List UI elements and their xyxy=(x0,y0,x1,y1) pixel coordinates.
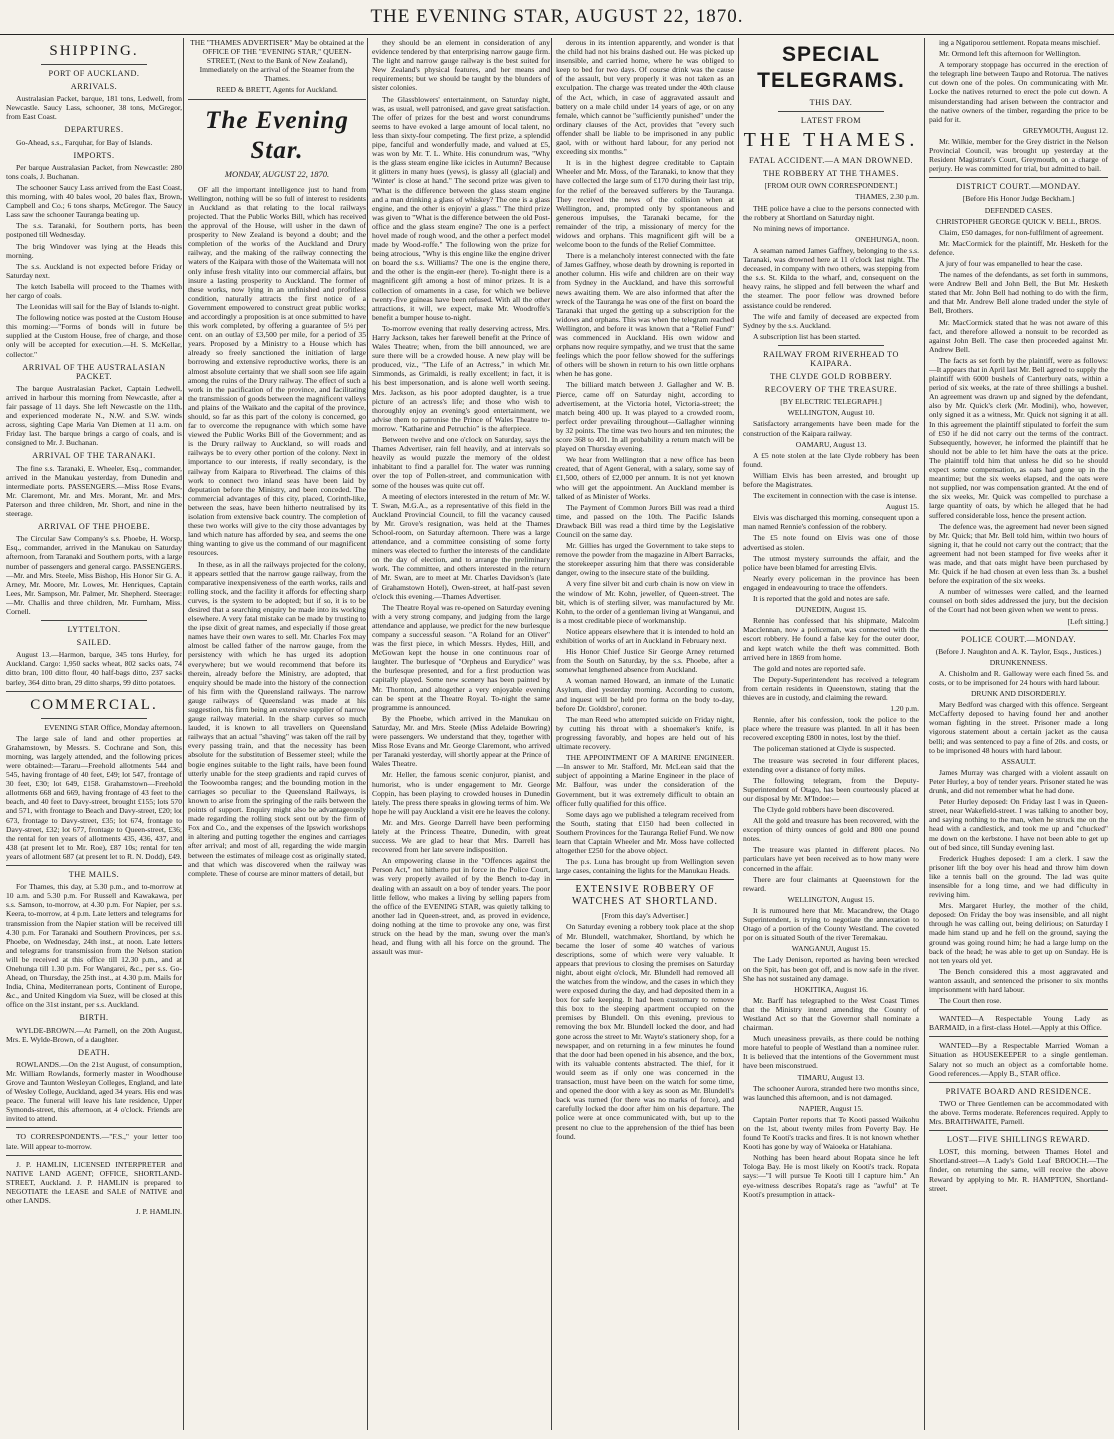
section-heading: POLICE COURT.—MONDAY. xyxy=(960,634,1077,644)
article-paragraph: Notice appears elsewhere that it is intended to hold an exhibition of works of art in Auckland in February next. xyxy=(556,626,734,645)
source-note: [From this day's Advertiser.] xyxy=(601,911,689,921)
article-paragraph: It is reported that the gold and notes are safe. xyxy=(753,594,890,604)
article-paragraph: A temporary stoppage has occurred in the erection of the telegraph line between Taupo and Rotorua. The natives cut down one of the poles. On communicating with Mr. Locke the natives returned to erect the pole cut down. A misunderstanding had arisen between the contractor and the native owners of the timber, regarding the price to be paid for it. xyxy=(929,60,1108,124)
advertisement-signature: REED & BRETT, Agents for Auckland. xyxy=(216,85,338,95)
article-paragraph: A. Chisholm and R. Galloway were each fined 5s. and costs, or to be imprisoned for 24 hours with hard labour. xyxy=(929,668,1108,687)
dateline: THAMES, 2.30 p.m. xyxy=(855,192,919,202)
section-subheading: RAILWAY FROM RIVERHEAD TO KAIPARA. xyxy=(763,349,899,368)
article-paragraph: The barque Australasian Packet, Captain Ledwell, arrived in harbour this morning from Newcastle, after a fair passage of 11 days. She left Newcastle on the 11th, and experienced moderate N., N.W. and S.W. winds across, sighting Cape Maria Van Diemen at 11 a.m. on Friday last. The barque brings a cargo of coals, and is consigned to Mr. J. Buchanan. xyxy=(6,383,182,448)
section-subheading: THE CLYDE GOLD ROBBERY. xyxy=(770,372,892,382)
article-paragraph: By the Phoebe, which arrived in the Manukau on Saturday, Mr. and Mrs. Steele (Miss Adelaide Bowring) were passengers. We understand that they, together with Miss Rose Evans and Mr. George Claremont, who arrived per Taranaki yesterday, will shortly appear at the Prince of Wales Theatre. xyxy=(372,713,550,769)
article-paragraph: Mary Bedford was charged with this offence. Sergeant McCafferty deposed to having found her and another woman fighting in the street. Prisoner made a long vigorous statement about a certain jacket as the causa belli; and was sentenced to pay a fine of 20s. and costs, or to be imprisoned 48 hours with hard labour. xyxy=(929,700,1108,755)
section-subheading: DEPARTURES. xyxy=(64,125,124,135)
article-paragraph: The £5 note found on Elvis was one of those advertised as stolen. xyxy=(743,533,919,552)
article-paragraph: A number of witnesses were called, and the learned counsel on both sides addressed the jury, but the decision of the Court had not been given when we went to press. xyxy=(929,587,1108,615)
divider xyxy=(929,177,1108,178)
article-paragraph: We hear from Wellington that a new office has been created, that of Agent General, with a salary, some say of £1,500, others of £2,000 per annum. It is not yet known who will get the appointment. An Auckland member is talked of as Minister of Works. xyxy=(556,455,734,501)
article-paragraph: Rennie, after his confession, took the police to the place where the treasure was planted. In all it has been recovered excepting £800 in notes, lost by the thief. xyxy=(743,715,919,743)
divider xyxy=(41,620,147,621)
article-paragraph: Claim, £50 damages, for non-fulfilment of agreement. xyxy=(939,227,1104,237)
article-paragraph: The Leonidas will sail for the Bay of Islands to-night. xyxy=(16,302,180,312)
article-paragraph: Satisfactory arrangements have been made for the construction of the Kaipara railway. xyxy=(743,419,919,438)
court-note: [Left sitting.] xyxy=(1067,616,1108,626)
advertisement-heading: PRIVATE BOARD AND RESIDENCE. xyxy=(945,1086,1092,1096)
article-paragraph: All the gold and treasure has been recovered, with the exception of thirty ounces of gold and 800 one pound notes. xyxy=(743,816,919,844)
article-paragraph: Mr. Heller, the famous scenic conjuror, pianist, and humorist, who is under engagement to Mr. George Coppin, has been playing to crowded houses in Dunedin lately. The press there speaks in glowing terms of him. We hope he will pay Auckland a visit ere he leaves the colony. xyxy=(372,770,550,816)
section-subheading: FATAL ACCIDENT.—A MAN DROWNED. xyxy=(748,156,914,166)
article-paragraph: The brig Windover was lying at the Heads this morning. xyxy=(6,241,182,260)
article-paragraph: A jury of four was empanelled to hear the case. xyxy=(939,258,1083,268)
article-paragraph: Mr. MacCormick stated that he was not aware of this fact, and therefore allowed a nonsuit to be recorded as against John Bell. The case then proceeded against Mr. Andrew Bell. xyxy=(929,317,1108,354)
section-subheading: PORT OF AUCKLAND. xyxy=(48,69,140,78)
article-paragraph: The following telegram, from the Deputy-Superintendent of Otago, has been courteously placed at our disposal by Mr. M'Indoe:— xyxy=(743,775,919,803)
source-note: [BY ELECTRIC TELEGRAPH.] xyxy=(780,397,882,407)
section-subheading: IMPORTS. xyxy=(73,150,115,160)
section-subheading: LATEST FROM xyxy=(800,116,862,126)
advertisement: LOST, this morning, between Thames Hotel and Shortland-street—A Lady's Gold Leaf BROOCH.—The finder, on returning the same, will receive the above Reward by applying to Mr. R. HAMPTON, Shortland-street. xyxy=(929,1147,1108,1193)
newspaper-title: The Evening Star. xyxy=(205,106,349,164)
case-title: CHRISTOPHER GEORGE QUICK V. BELL, BROS. xyxy=(936,216,1101,226)
article-paragraph: Nearly every policeman in the province has been engaged in endeavouring to trace the offenders. xyxy=(743,573,919,592)
section-heading: COMMERCIAL. xyxy=(30,696,158,713)
article-paragraph: Go-Ahead, s.s., Farquhar, for Bay of Islands. xyxy=(16,137,153,147)
article-paragraph: A meeting of electors interested in the return of Mr. W. T. Swan, M.G.A., as a representative of this field in the Auckland Provincial Council, to fill the vacancy caused by Mr. Grove's resignation, was held at the Thames School-room, on Saturday afternoon. There was a large attendance, and a committee consisting of some forty miners was elected to further the interests of the candidate on the day of election, and to arrange the preliminary work. The committee, and others interested in the return of Mr. Swan, are to meet at Mr. Charles Davidson's (late of Grahamstown Hotel), Owen-street, at half-past seven o'clock this evening.—Thames Advertiser. xyxy=(372,491,550,601)
section-subheading: ARRIVAL OF THE AUSTRALASIAN PACKET. xyxy=(22,362,166,381)
article-paragraph: The Deputy-Superintendent has received a telegram from certain residents in Queenstown, stating that the thieves are in custody, and claiming the reward. xyxy=(743,674,919,702)
court-note: [Before His Honor Judge Beckham.] xyxy=(962,194,1075,204)
column-rule xyxy=(183,38,184,1430)
dateline: DUNEDIN, August 15. xyxy=(795,605,867,615)
divider xyxy=(188,99,366,100)
dateline: WELLINGTON, August 10. xyxy=(787,408,875,418)
divider xyxy=(6,1155,182,1156)
article-paragraph: they should be an element in consideration of any evidence tendered by that enterprising narrow gauge firm. The light and narrow gauge railway is the best suited for New Zealand's physical features, and her means and requirements; but we should be taught by the blunders of sister colonies. xyxy=(372,38,550,93)
article-paragraph: James Murray was charged with a violent assault on Peter Hurley, a boy of tender years. Prisoner stated he was drunk, and did not remember what he had done. xyxy=(929,767,1108,796)
article-paragraph: The facts as set forth by the plaintiff, were as follows:—It appears that in April last Mr. Bell agreed to supply the plaintiff with 6000 bushels of Canterbury oats, within a period of six weeks, at the rate of three shillings a bushel. An agreement was drawn up and signed by the defendant, also by Mr. Quick's clerk (Mr. Modini), who, however, only signed it as a witness, Mr. Quick not signing it at all. In this agreement the plaintiff stipulated to forfeit the sum of £50 if he did not carry out the terms of the contract. Subsequently, however, he informed the plaintiff that he should not be able to let him have the oats at the price. The plaintiff told him that unless he did so he should expect some compensation, as oats had gone up in the meantime; but the six weeks elapsed, and the oats were not supplied, nor was compensation granted. At the end of the six weeks, Mr. Quick was compelled to purchase a large quantity of oats, by which he alleged that he had suffered considerable loss, hence the present action. xyxy=(929,355,1108,520)
article-paragraph: The Lady Denison, reported as having been wrecked on the Spit, has been got off, and is now safe in the river. She has not sustained any damage. xyxy=(743,955,919,983)
column-editorial xyxy=(188,38,366,1430)
article-paragraph: The fine s.s. Taranaki, E. Wheeler, Esq., commander, arrived in the Manukau yesterday, from Dunedin and intermediate ports. PASSENGERS.—Miss Rose Evans, Mr. Claremont, Mr. and Mrs. Morant, Mr. and Mrs. Paterson and three children, Mr. Short, and nine in the steerage. xyxy=(6,463,182,519)
article-paragraph: Mr. Gillies has urged the Government to take steps to remove the powder from the magazine in Albert Barracks, the storekeeper assuring him that there was considerable danger, owing to the insecure state of the building. xyxy=(556,541,734,578)
article-paragraph: OF all the important intelligence just to hand from Wellington, nothing will be so full of interest to residents in Auckland as that relating to the local railways projected. That the Public Works Bill, which has received the approval of the House, will usher in the dawn of prosperity to New Zealand is beyond a doubt; and the completion of the works of the Auckland and Drury railway, and the making of the railway connecting the waters of the Kaipara with those of the Waitemata will not only infuse fresh vitality into our commercial affairs, but insure a lasting prosperity to Auckland. The former of these works, now lying in an unfinished and profitless condition, naturally attracts the first notice of a Government empowered to construct great public works; and accordingly a proposition is at once submitted to have this work completed, by offering a guarantee of 5½ per cent. on an outlay of £3,500 per mile, for a period of 35 years. Proposed by a Ministry to a House which has already so freely sanctioned the initiation of large borrowing and extensive reproductive works, there is an almost absolute certainty that we shall soon see life again among the ruins of the Drury railway. The effect of such a work in the pacification of the province, and facilitating the transmission of goods between the magnificent valleys and plains of the Waikato and the capital of the province, should, so far as this part of the colony is concerned, go far to overcome the repugnance with which some have viewed the Public Works Bill of the Government; and as is the Drury railway to Auckland, so will roads and railways be to every other portion of the colony. Next in importance to our interests, if really secondary, is the railway from Kaipara to Riverhead. The claims of this work to connect two inland seas have been laid by deputation before the Ministry, and been conceded. The commercial advantages of this city, placed, Corinth-like, between the seas, have been hitherto neutralised by its isolation from extensive back country. The completion of these two works will give to the city those advantages by land which nature has afforded by sea, and seems the one thing wanting to give us the command of our magnificent resources. xyxy=(188,184,366,558)
article-paragraph: The Theatre Royal was re-opened on Saturday evening with a very strong company, and judging from the large attendance and applause, we predict for the new burlesque company a successful season. "A Roland for an Oliver" was the first piece, in which Messrs. Hydes, Hill, and McGowan kept the house in one continuous roar of laughter. The burlesque of "Orpheus and Eurydice" was the burlesque presented, and for a first production was capitally played. Some new scenery has been painted by Mr. Thornton, and altogether a very enjoyable evening can be spent at the Theatre Royal. To-night the same programme is announced. xyxy=(372,602,550,712)
article-paragraph: It is in the highest degree creditable to Captain Wheeler and Mr. Moss, of the Taranaki, to know that they have collected the large sum of £170 during their last trip, for the relief of the bereaved sufferers by the Tauranga. They received the news of the collision when at Wellington, and, prompted only by spontaneous and generous impulses, the Taranaki became, for the remainder of the trip, a missionary of mercy for the widows and orphans. This magnificent gift will be a welcome boon to the funds of the Relief Committee. xyxy=(556,158,734,250)
advertisement: WANTED—By a Respectable Married Woman a Situation as HOUSEKEEPER to a single gentleman. Salary not so much an object as a comfortable home. Good references.—Apply B., STAR office. xyxy=(929,1041,1108,1078)
article-paragraph: THE police have a clue to the persons connected with the robbery at Shortland on Saturday night. xyxy=(743,203,919,222)
divider xyxy=(6,865,182,866)
article-paragraph: Nothing has been heard about Ropata since he left Tologa Bay. He is most likely on Kooti's track. Ropata says:—"I will pursue Te Kooti till I capture him." An eye-witness describes Ropata's rage as "awful" at Te Kooti's presumption in attack- xyxy=(743,1153,919,1199)
source-note: [FROM OUR OWN CORRESPONDENT.] xyxy=(764,181,898,191)
section-subheading: SAILED. xyxy=(76,638,112,648)
article-paragraph: On Saturday evening a robbery took place at the shop of Mr. Blundell, watchmaker, Shortland, by which he became the loser of some 40 watches of various descriptions, some of which were very valuable. It appears that previous to closing the premises on Saturday night, about eight o'clock, Mr. Blundell had removed all the watches from the window, and the cases in which they were exposed during the day, and had deposited them in a box for safe keeping. It had been customary to remove this box to the sleeping apartment occupied on the premises by Blundell. On this evening, previous to removing the box Mr. Blundell locked the door, and had gone across the street to Mr. Wayte's stationery shop, for a newspaper, and on returning in a few minutes he found that the door had been opened in his absence, and the box, with its valuable contents abstracted. The thief, for it would seem as if only one was concerned in the transaction, must have been on the watch for some time, and opened the door with a key as soon as Mr. Blundell's back was turned (for there was no marks of force), and carefully locked the door after him on his departure. The police were at once communicated with, but up to the present no clue to the apprehension of the thief has been found. xyxy=(556,922,734,1141)
divider xyxy=(6,691,182,692)
divider xyxy=(41,718,147,719)
article-paragraph: There is a melancholy interest connected with the fate of James Gaffney, whose death by drowning is reported in another column. His wife and children are on their way from Sydney in the Auckland, and have this sorrowful news awaiting them. We are also informed that after the wreck of the Tauranga he was one of the first on board the Taranaki that urged the getting up a subscription for the widows and orphans. This was when the telegram reached Wellington, and before it was known that a "Relief Fund" was commenced in Auckland. His own widow and orphans now require sympathy, and we trust that the same feelings which the poor fellow showed for the sufferings of others will be shown in return to his own little orphans when he has gone. xyxy=(556,251,734,379)
article-paragraph: The Payment of Common Jurors Bill was read a third time, and passed on the 10th. The Pacific Islands Drawback Bill was read a third time by the Legislative Council on the same day. xyxy=(556,502,734,539)
article-paragraph: Much uneasiness prevails, as there could be nothing more hateful to people of Westland than a nominee ruler. It is believed that the intentions of the Government must have been misconstrued. xyxy=(743,1034,919,1071)
divider xyxy=(929,1009,1108,1010)
divider xyxy=(778,111,884,112)
column-local-news xyxy=(372,38,550,1430)
section-subheading: THIS DAY. xyxy=(809,98,853,107)
dateline: NAPIER, August 15. xyxy=(798,1103,864,1113)
section-heading: DISTRICT COURT.—MONDAY. xyxy=(956,182,1081,192)
article-paragraph: Frederick Hughes deposed: I am a clerk. I saw the prisoner lift the boy over his head and throw him down like a tennis ball on the ground. The lad was quite insensible for a long time, and we had difficulty in reviving him. xyxy=(929,853,1108,900)
article-paragraph: Mr. Barff has telegraphed to the West Coast Times that the Ministry intend amending the County of Westland Act so that the Governor shall nominate a chairman. xyxy=(743,995,919,1033)
column-rule xyxy=(367,38,368,1430)
article-paragraph: ROWLANDS.—On the 21st August, of consumption, Mr. William Rowlands, formerly master in Woodhouse Grove and Taunton Wesleyan Colleges, England, and late of Wesley College, Auckland, aged 34 years. His end was peace. The funeral will leave his late residence, Upper Symonds-street, this afternoon, at 4 o'clock. Friends are invited to attend. xyxy=(6,1059,182,1124)
divider xyxy=(41,64,147,65)
dateline: 1.20 p.m. xyxy=(890,704,919,714)
article-paragraph: A seaman named James Gaffney, belonging to the s.s. Taranaki, was drowned here at 11 o'clock last night. The deceased, in company with two others, was stepping from the s.s. St. Kilda to the wharf, and, consequent on the heavy rains, he slipped and fell between the wharf and the steamer. The poor fellow was drowned before assistance could be rendered. xyxy=(743,245,919,310)
column-telegrams xyxy=(743,38,919,1430)
court-note: (Before J. Naughton and A. K. Taylor, Esqs., Justices.) xyxy=(935,646,1102,656)
article-paragraph: Per barque Australasian Packet, from Newcastle: 280 tons coals, J. Buchanan. xyxy=(6,162,182,181)
column-rule xyxy=(551,38,552,1430)
article-paragraph: August 13.—Harmon, barque, 345 tons Hurley, for Auckland. Cargo: 1,950 sacks wheat, 802 sacks oats, 74 ditto bran, 100 ditto flour, 40 half-bags ditto, 237 sacks barley, 364 ditto bran, 29 ditto sharps, 99 ditto potatoes. xyxy=(6,650,182,687)
article-paragraph: The gold and notes are reported safe. xyxy=(753,663,866,673)
article-paragraph: The billiard match between J. Gallagher and W. B. Pierce, came off on Saturday night, according to advertisement, at the Victoria hotel, Victoria-street; the match being 400 up. It was played to a crowded room, perfect order prevailing throughout—Gallagher winning by 32 points. The time was two hours and ten minutes; the score 368 to 401. In all probability a return match will be played on Thursday evening. xyxy=(556,380,734,454)
article-paragraph: The Glassblowers' entertainment, on Saturday night, was, as usual, well patronised, and gave great satisfaction. The offer of prizes for the best and worst conundrums seems to have evoked a large amount of local talent, no less than sixty-four competing. The first prize, a splendid pipe, fanciful and wonderfully made, and valued at £5, was won by Mr. T. L. White. His conundrum was, "Why is the glass steam engine like icicles in Autumn? Because it glitters in many hues (yews), is glassy all (glacial) and 'Winter' is close at hand." The second prize was given to "What is the difference between the glass steam engine and a man drinking a glass of whiskey? The one is a glass engine, and the other is enjoyin' a glass." The third prize was given to "What is the difference between the old Post-office and the glass steam engine? The one is a perfect hovel made of rough wood, and the other a perfect model made by Wood-roffe." The following won the prize for being atrocious, "Why is this engine like the engine driver on board the s.s. Williams? The one is the engine there, and the other is the engin-eer (here). To-night there is a magnificent gift among a host of minor prizes. It is a collection of ornaments in a case, for which we believe twenty-five guineas have been refused. With all the other attractions, it will, we expect, make Mr. Woodroffe's benefit a bumper house to-night. xyxy=(372,94,550,322)
article-paragraph: The Court then rose. xyxy=(939,996,1002,1006)
article-paragraph: Rennie has confessed that his shipmate, Malcolm Macclennan, now a policeman, was connected with the escort robbery. He found a false key for the outer door, and kept watch while the theft was committed. Both arrived here in 1869 from home. xyxy=(743,616,919,662)
article-paragraph: It is rumoured here that Mr. Macandrew, the Otago Superintendent, is trying to negotiate the annexation to Otago of a portion of the County Westland. The coveted por on is situated South of the river Teremakau. xyxy=(743,905,919,943)
article-paragraph: The Circular Saw Company's s.s. Phoebe, H. Worsp, Esq., commander, arrived in the Manukau on Saturday afternoon, from Taranaki and Southern ports, with a large number of passengers and general cargo. PASSENGERS.—Mr. and Mrs. Steele, Miss Bishop, His Honor Sir G. A. Arney, Mr. Moore, Mr. Lowes, Mr. Henriques, Captain Lees, Mr. Sampson, Mr. Palmer, Mr. Shepherd. Steerage:—Mr. Challis and three children, Mr. Furnham, Miss. Cornell. xyxy=(6,534,182,616)
dateline: August 15. xyxy=(885,502,919,512)
divider xyxy=(778,345,884,346)
dateline: GREYMOUTH, August 12. xyxy=(1022,125,1108,135)
article-paragraph: A subscription list has been started. xyxy=(753,331,861,341)
article-paragraph: The treasure was secreted in four different places, extending over a distance of forty miles. xyxy=(743,755,919,774)
column-local-news-2 xyxy=(556,38,734,1430)
section-subheading: ARRIVAL OF THE TARANAKI. xyxy=(32,451,156,461)
article-paragraph: The s.s. Taranaki, for Southern ports, has been postponed till Wednesday. xyxy=(6,221,182,240)
section-subheading: BIRTH. xyxy=(79,1013,109,1023)
article-paragraph: The utmost mystery surrounds the affair, and the police have been blamed for arresting Elvis. xyxy=(743,553,919,572)
article-paragraph: The policeman stationed at Clyde is suspected. xyxy=(753,744,896,754)
article-paragraph: WYLDE-BROWN.—At Parnell, on the 20th August, Mrs. E. Wylde-Brown, of a daughter. xyxy=(6,1025,182,1044)
article-paragraph: The Clyde gold robbers have been discovered. xyxy=(753,805,895,814)
section-subheading: LYTTELTON. xyxy=(67,625,121,635)
section-subheading: THE ROBBERY AT THE THAMES. xyxy=(763,169,899,179)
dateline: HOKITIKA, August 16. xyxy=(794,984,868,994)
section-subheading: ARRIVALS. xyxy=(70,82,118,92)
advertisement: TWO or Three Gentlemen can be accommodated with the above. Terms moderate. References required. Apply to Mrs. BRAITHWAITE, Parnell. xyxy=(929,1098,1108,1127)
article-paragraph: In these, as in all the railways projected for the colony, it appears settled that the narrow gauge railway, from the comparative inexpensiveness of the earth works, rails and rolling stock, and the facility it affords for effecting sharp curves, is the system to be adopted; but if so, it is to be desired that a searching enquiry be made into its working elsewhere. A very fatal mistake can be made by trusting to the ipse dixit of great names, and especially if those great names have their own wares to sell. Mr. Charles Fox may almost be called father of the narrow gauge, from the persistency with which he has urged its adoption everywhere; but we would recommend that before its therein, already before the Ministry, are adopted, that enquiry should be made into the history of the connection of his firm with the Queensland railways. The narrow gauge railways of Queensland was made at his suggestion, his firm being an extensive supplier of narrow gauge railway material. In the sharp curves so much lauded, it is known to all travellers on Queensland railways that an actual "shaving" was taken off the rail by every passing train, and that the necessity has been absolute for the substitution of Bessemer steel; while the bogie engines suitable to the light rails, have been found utterly unable for the steep gradients and rapid curves of the Toowoomba ranges; and the bounding motion in the carriages so peculiar to the Queensland Railways, is known to arise from the springing of the rails between the points of support. Enquiry might also be advantageously made regarding the rolling stock sent out by the firm of Fox and Co., and the expenses of the Ipswich workshops in altering and putting together the engines and carriages after arrival; and most of all, regarding the wide margin between the estimates of mileage cost as originally stated, and that which was discovered when the railway was complete. These of course are minor matters of detail, but xyxy=(188,559,366,878)
article-paragraph: THE APPOINTMENT OF A MARINE ENGINEER.—In answer to Mr. Stafford, Mr. McLean said that the subject of appointing a Marine Engineer in the place of Mr. Balfour, was under the consideration of the Government, but it was extremely difficult to obtain an officer fully qualified for this office. xyxy=(556,753,734,808)
article-paragraph: Mr. and Mrs. George Darrell have been performing lately at the Princess Theatre, Dunedin, with great success. We are glad to hear that Mrs. Darrell has recovered from her late severe indisposition. xyxy=(372,817,550,855)
article-paragraph: The treasure was planted in different places. No particulars have yet been received as to how many were concerned in the affair. xyxy=(743,845,919,873)
article-paragraph: For Thames, this day, at 5.30 p.m., and to-morrow at 10 a.m. and 5.30 p.m. For Russell and Kawakawa, per s.s. Samson, to-morrow, at 4.30 p.m. For Napier, per s.s. Keera, to-morrow, at 4 p.m. Late letters and telegrams for transmission from the Napier station will be received till 4.30 p.m. For Taranaki and Southern Provinces, per s.s. Phoebe, on Wednesday, 24th inst., at noon. Late letters and telegrams for transmission from the Nelson station will be received at this office till 12.30 p.m., and at Onehunga till 1.30 p.m. For Wangarei, &c., per s.s. Go-Ahead, on Thursday, the 25th inst., at 4.30 p.m. Mails for India, China, Mediterranean ports, Continent of Europe, &c., and United Kingdom via Suez, will be closed at this office on the 31st instant, per s.s. Auckland. xyxy=(6,882,182,1010)
article-paragraph: The wife and family of deceased are expected from Sydney by the s.s. Auckland. xyxy=(743,311,919,330)
article-paragraph: The ketch Isabella will proceed to the Thames with her cargo of coals. xyxy=(6,281,182,300)
dateline: WELLINGTON, August 15. xyxy=(787,894,875,904)
advertisement: WANTED—A Respectable Young Lady as BARMAID, in a first-class Hotel.—Apply at this Office. xyxy=(929,1014,1108,1033)
article-paragraph: The defence was, the agreement had never been signed by Mr. Quick; that Mr. Bell told him, within two hours of signing it, that he could not carry out the contract; that the agreement had not been stamped for five weeks after it was made, and that oats might have been purchased by Mr. Quick if he had chosen at even less than 3s. a bushel before the expiration of the six weeks. xyxy=(929,521,1108,586)
article-paragraph: Peter Hurley deposed: On Friday last I was in Queen-street, near Wakefield-street. I was talking to another boy, and saying nothing to the man, when he struck me on the head with a candlestick, and took me up and "chucked" me down on the kerbstone. I have not been able to get up out of bed since, till Sunday evening last. xyxy=(929,797,1108,852)
special-telegrams-heading: SPECIAL TELEGRAMS. xyxy=(757,43,905,92)
section-heading: EXTENSIVE ROBBERY OF WATCHES AT SHORTLAND. xyxy=(571,884,719,908)
article-paragraph: The names of the defendants, as set forth in summons, were Andrew Bell and John Bell, the But Mr. Hesketh stated that Mr. John Bell had nothing to do with the firm, and that Mr. Andrew Bell alone traded under the style of Bell, Brothers. xyxy=(929,270,1108,316)
dateline: WANGANUI, August 15. xyxy=(791,944,871,954)
article-paragraph: No mining news of importance. xyxy=(753,223,850,233)
section-subheading: DRUNKENNESS. xyxy=(989,657,1048,667)
article-paragraph: Mrs. Margaret Hurley, the mother of the child, deposed: On Friday the boy was insensible, and all night through he was calling out, being delirious; on Saturday I made him stand up and he fell on the ground, saying the ground was going round him; he had a large lump on the back of the head; he was able to get up on Sunday. He is not ten years old yet. xyxy=(929,901,1108,965)
divider xyxy=(929,1130,1108,1131)
dateline: ONEHUNGA, noon. xyxy=(855,234,919,244)
article-paragraph: Australasian Packet, barque, 181 tons, Ledwell, from Newcastle. Saucy Lass, schooner, 38 tons, McGregor, from East Coast. xyxy=(6,94,182,122)
article-paragraph: The excitement in connection with the case is intense. xyxy=(753,491,917,501)
article-paragraph: To-morrow evening that really deserving actress, Mrs. Harry Jackson, takes her farewell benefit at the Prince of Wales Theatre; when, from the bill announced, we are sure there will be a crowded house. A new play will be produced, viz., "The Life of an Actress," in which Mr. Simmonds, as Grimaldi, is really excellent; in fact, it is his best impersonation, and is alone well worth seeing. Mrs. Jackson, as his poor adopted daughter, is a true picture of an actress's life; and those who wish to thoroughly enjoy an evening's good entertainment, we advise them to patronise the Prince of Wales Theatre to-morrow. "Katharine and Petruchio" is the afterpiece. xyxy=(372,323,550,433)
dateline: OAMARU, August 13. xyxy=(795,439,867,449)
article-paragraph: A £5 note stolen at the late Clyde robbery has been found. xyxy=(743,450,919,469)
article-paragraph: The Bench considered this a most aggravated and wanton assault, and sentenced the prisoner to six months imprisonment with hard labour. xyxy=(929,966,1108,994)
article-paragraph: Captain Porter reports that Te Kooti passed Waikohu on the 1st, about twenty miles from Poverty Bay. He found Te Kooti's tracks and fires. It is not known whether Kooti has gone by way of Waioeka or Hatahiana. xyxy=(743,1114,919,1152)
article-paragraph: derous in its intention apparently, and wonder is that the child had not his brains dashed out. He was picked up insensible, and carried home, where he was obliged to keep to bed for two days. Of course drink was the cause of the assault, but very properly it was not taken as an exculpation. The charge was treated under the 40th clause of the Act, which, in case of aggravated assault and battery on a male child under 14 years of age, or on any female, which cannot be "sufficiently punished" under the ordinary clauses of the Act, provides that "every such offender shall be liable to be imprisoned in any public gaol, with or without hard labour, for any period not exceeding six months." xyxy=(556,38,734,157)
section-subheading: RECOVERY OF THE TREASURE. xyxy=(764,385,898,395)
column-shipping xyxy=(6,38,182,1430)
article-paragraph: A very fine silver bit and curb chain is now on view in the window of Mr. Kohn, jeweller, of Queen-street. The bit, which is of sterling silver, was manufactured by Mr. Kohn, to the order of a gentleman living at Wanganui, and is a most creditable piece of workmanship. xyxy=(556,579,734,625)
dateline: EVENING STAR Office, Monday afternoon. xyxy=(44,722,182,732)
article-paragraph: Elvis was discharged this morning, consequent upon a man named Rennie's confession of the robbery. xyxy=(743,513,919,532)
section-subheading: ASSAULT. xyxy=(1001,756,1036,766)
article-paragraph: The following notice was posted at the Custom House this morning:—"Forms of bonds will in future be supplied at the Custom House, free of charge, and those only will be accepted for execution.—H. S. McKellar, collector." xyxy=(6,313,182,359)
dateline: TIMARU, August 13. xyxy=(797,1072,865,1082)
advertisement-signature: J. P. HAMLIN. xyxy=(135,1207,182,1217)
article-paragraph: ing a Ngatiporou settlement. Ropata means mischief. xyxy=(939,38,1101,47)
article-paragraph: A woman named Howard, an inmate of the Lunatic Asylum, died yesterday morning. According to custom, and inquest will be held pro forma on the body to-day, before Dr. Goldsbro', coroner. xyxy=(556,676,734,713)
column-court-and-ads xyxy=(929,38,1108,1430)
article-paragraph: An empowering clause in the "Offences against the Person Act," not hitherto put in force in the Police Court, was very properly availed of by the Bench to-day in dealing with an assault on a boy of tender years. The poor little fellow, who makes a living by selling papers from the office of the EVENING STAR, was quietly talking to another lad in Queen-street, and, as proved in evidence, doing nothing at the time to provoke any one, was first struck on the head by the man, swung over the man's head, and flung with all his force on the ground. The assault was mur- xyxy=(372,856,550,957)
advertisement: J. P. HAMLIN, LICENSED INTERPRETER and NATIVE LAND AGENT; OFFICE, SHORTLAND-STREET, Auckland. J. P. HAMLIN is prepared to NEGOTIATE the LEASE and SALE of NATIVE and other LANDS. xyxy=(6,1159,182,1206)
article-paragraph: The p.s. Luna has brought up from Wellington seven large cases, containing the lights for the Manukau Heads. xyxy=(556,857,734,876)
article-paragraph: The man Reed who attempted suicide on Friday night, by cutting his throat with a shoemaker's knife, is progressing favorably, and hopes are held out of his ultimate recovery. xyxy=(556,714,734,752)
article-paragraph: Mr. MacCormick for the plaintiff, Mr. Hesketh for the defence. xyxy=(929,238,1108,257)
article-paragraph: The large sale of land and other properties at Grahamstown, by Messrs. S. Cochrane and Son, this morning, was largely attended, and the following prices were obtained:—Tararu—Freehold allotments 544 and 545, having frontage of 40 feet, £49; lot 547, frontage of 30 feet, £30; lot 649, £158. Grahamstown—Freehold allotments 668 and 669, having frontage of 43 feet to the beach, and 40 feet to Davy-street, brought £155; lots 570 and 571, with frontage to Beach and Davy-street, £20; lot 673, frontage to Davy-street, £35; lot 674, frontage to Davy-street, £32; lot 677, frontage to Queen-street, £36; the rental for ten years of allotments 435, 436, 437, and 438 (at present let to Mr. Roe), £87 10s; rental for ten years of allotment 687 (at present let to R. N. Dodd), £49. xyxy=(6,733,182,861)
article-paragraph: There are four claimants at Queenstown for the reward. xyxy=(743,874,919,893)
divider xyxy=(6,1127,182,1128)
advertisement: THE "THAMES ADVERTISER" May be obtained at the OFFICE OF THE "EVENING STAR," QUEEN-STREET, (Next to the Bank of New Zealand), Immediately on the arrival of the Steamer from the Thames. xyxy=(190,38,364,84)
column-rule xyxy=(924,38,925,1430)
article-paragraph: The schooner Saucy Lass arrived from the East Coast, this morning, with 40 bales wool, 20 bales flax, Brown, Campbell and Co.; 6 tons sharps, McGregor. The Saucy Lass saw the schooner Tauranga beating up. xyxy=(6,182,182,220)
article-paragraph: TO CORRESPONDENTS.—"F.S.," your letter too late. Will appear to-morrow. xyxy=(6,1132,182,1151)
column-rule xyxy=(738,38,739,1430)
article-paragraph: Between twelve and one o'clock on Saturday, says the Thames Advertiser, rain fell heavily, and at intervals so heavily as would puzzle the memory of the oldest inhabitant to find a parallel for. The water was running over the top of Pollen-street, and communication with some of the houses was quite cut off. xyxy=(372,435,550,490)
article-paragraph: His Honor Chief Justice Sir George Arney returned from the South on Saturday, by the s.s. Phoebe, after a somewhat lengthened absence from Auckland. xyxy=(556,647,734,675)
article-paragraph: The s.s. Auckland is not expected before Friday or Saturday next. xyxy=(6,261,182,280)
divider xyxy=(929,630,1108,631)
divider xyxy=(556,879,734,880)
court-note: DEFENDED CASES. xyxy=(984,205,1053,215)
divider xyxy=(929,1036,1108,1037)
article-paragraph: Mr. Wilkie, member for the Grey district in the Nelson Provincial Council, was brought up yesterday at the Resident Magistrate's Court, Greymouth, on a charge of perjury. He was committed for trial, but admitted to bail. xyxy=(929,136,1108,174)
advertisement-heading: LOST—FIVE SHILLINGS REWARD. xyxy=(946,1135,1091,1145)
editorial-date: MONDAY, AUGUST 22, 1870. xyxy=(224,168,330,179)
article-paragraph: The schooner Aurora, stranded here two months since, was launched this afternoon, and is not damaged. xyxy=(743,1083,919,1102)
section-heading: THE THAMES. xyxy=(743,129,919,152)
article-paragraph: Mr. Ormond left this afternoon for Wellington. xyxy=(939,49,1081,59)
page-masthead: THE EVENING STAR, AUGUST 22, 1870. xyxy=(0,0,1114,35)
divider xyxy=(929,1082,1108,1083)
article-paragraph: William Elvis has been arrested, and brought up before the Magistrates. xyxy=(743,470,919,489)
section-subheading: ARRIVAL OF THE PHOEBE. xyxy=(37,522,151,532)
article-paragraph: Some days ago we published a telegram received from the South, stating that £150 had been collected in Southern Provinces for the Tauranga Relief Fund. We now learn that Captain Wheeler and Mr. Moss have collected altogether £250 for the above object. xyxy=(556,809,734,856)
section-subheading: THE MAILS. xyxy=(68,870,120,880)
section-subheading: DRUNK AND DISORDERLY. xyxy=(970,689,1067,699)
section-subheading: DEATH. xyxy=(78,1047,110,1057)
section-heading: SHIPPING. xyxy=(49,43,139,59)
